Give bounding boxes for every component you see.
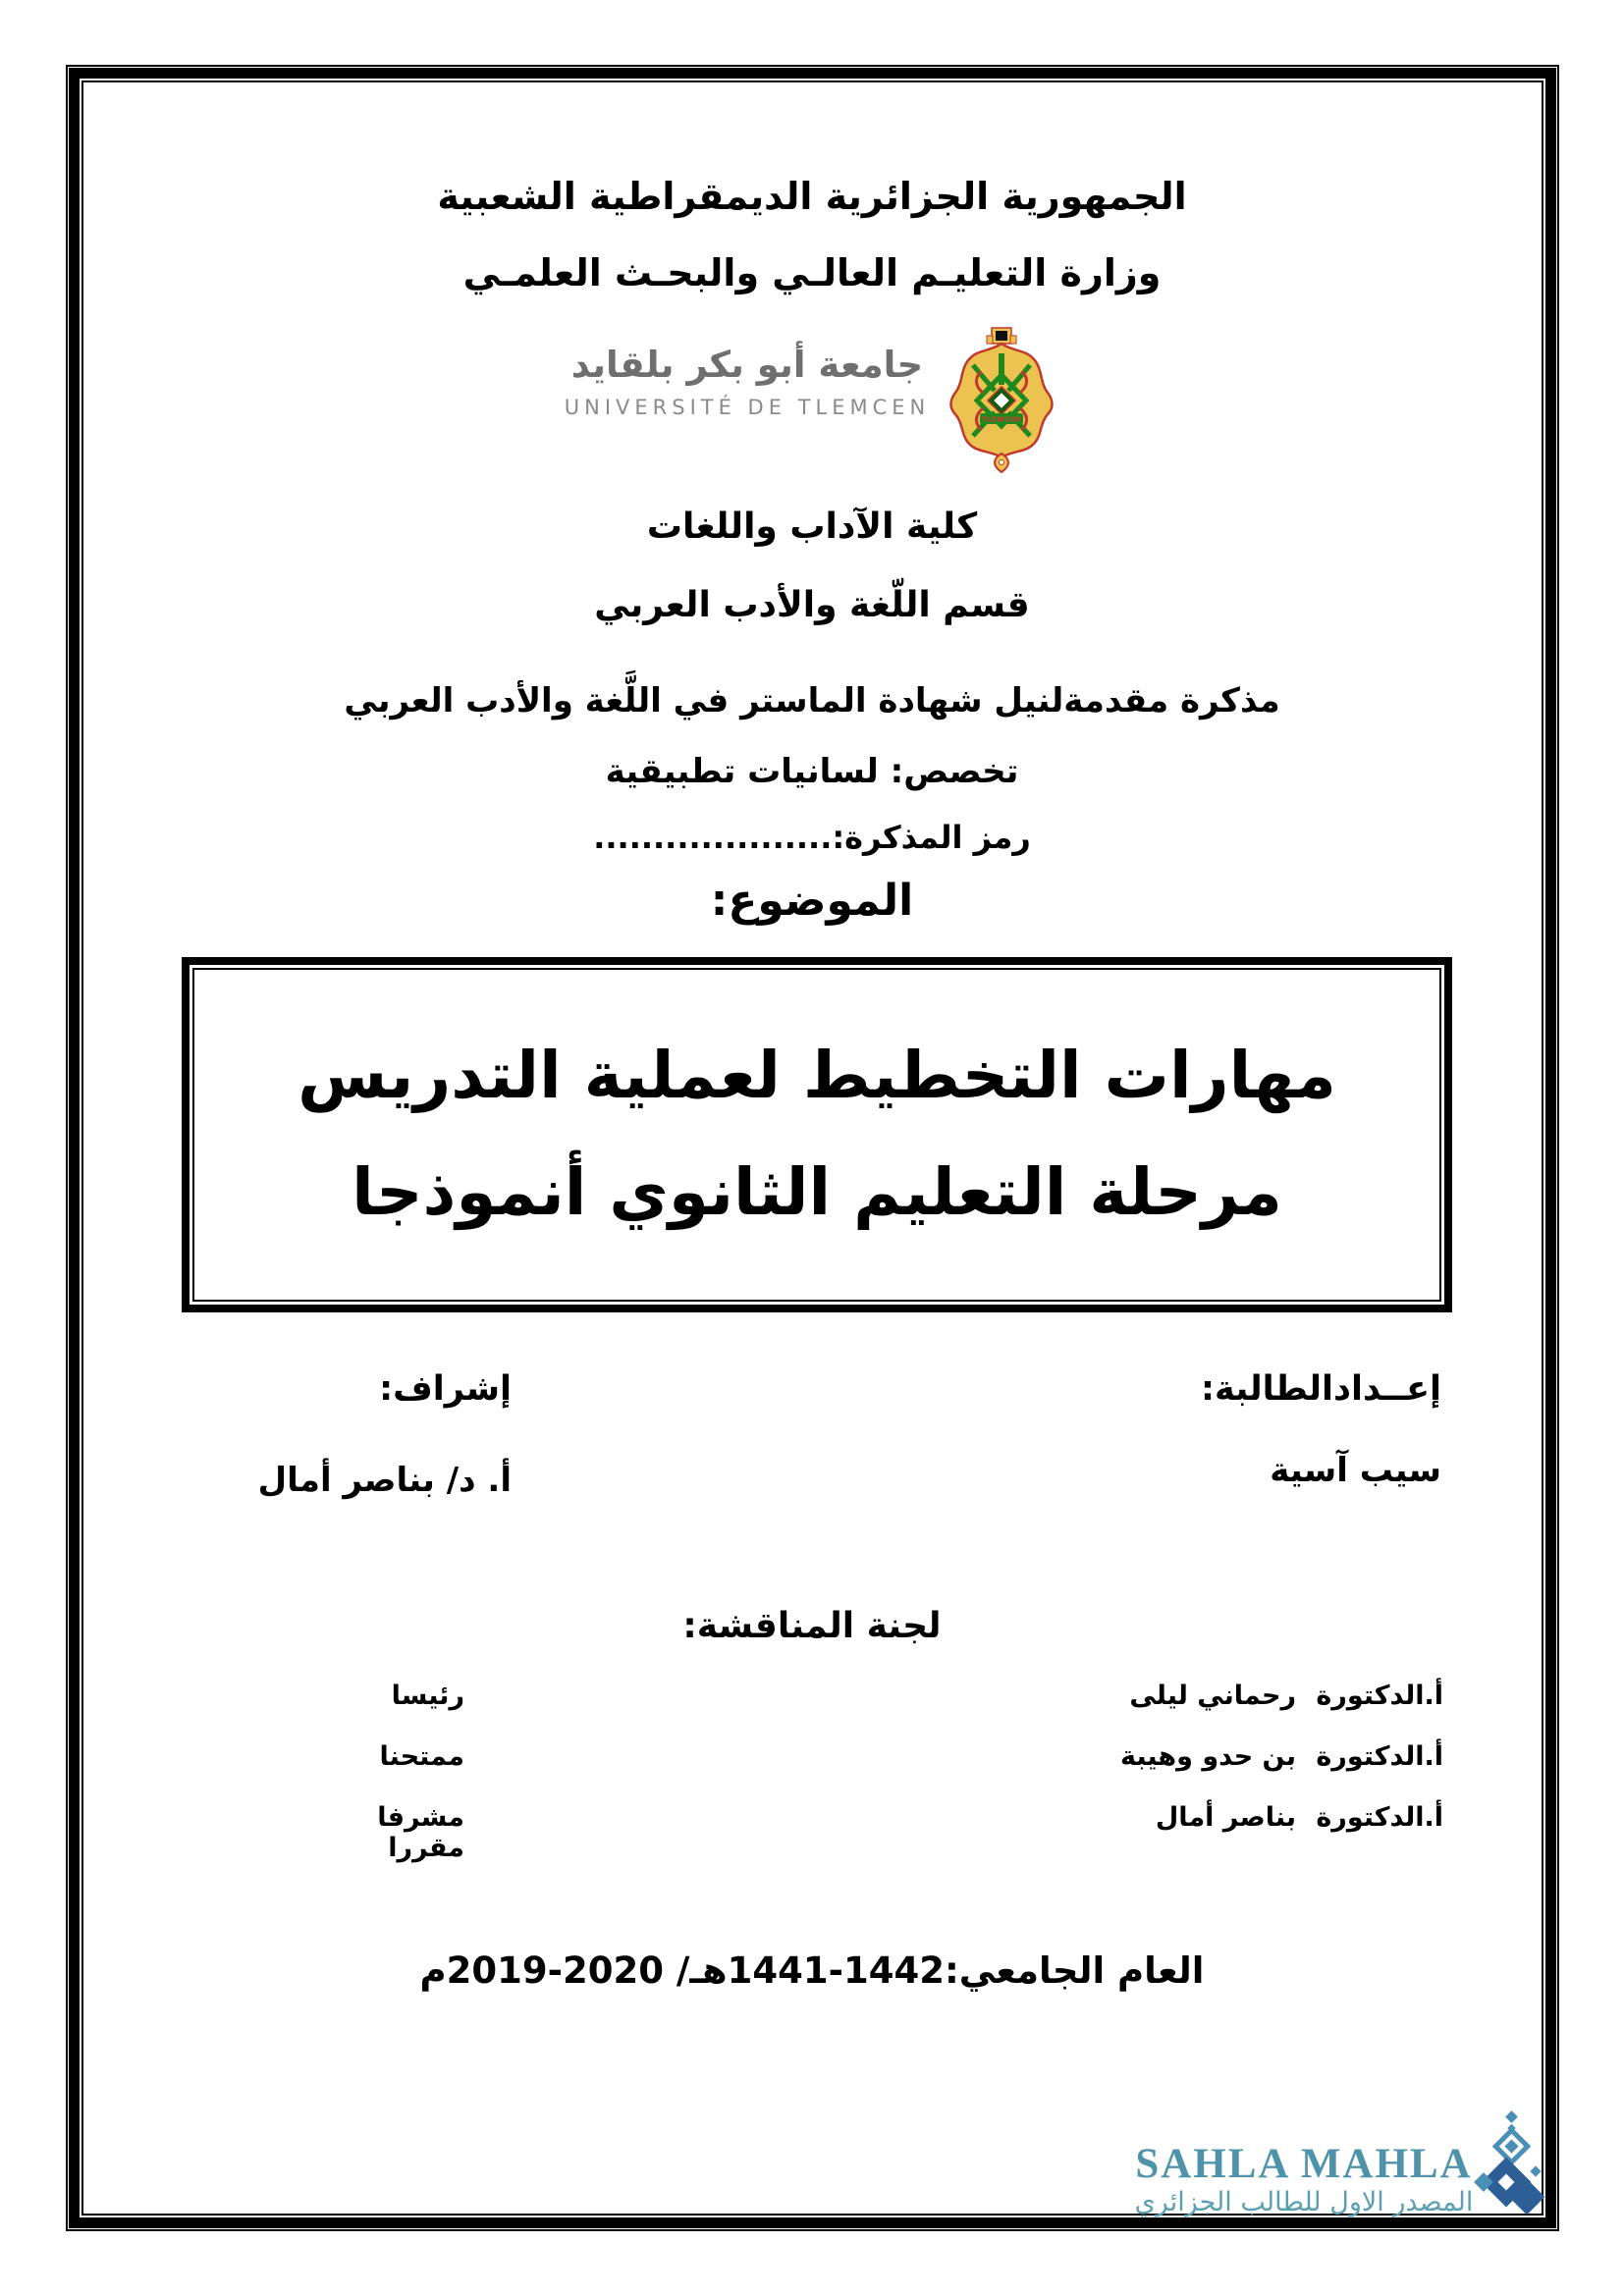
thesis-title-box [182,957,1452,1312]
supervisor-label: إشراف: [379,1369,512,1409]
committee-member-title: أ.الدكتورة [1316,1681,1443,1711]
ministry-title: وزارة التعليـم العالـي والبحـث العلمـي [462,251,1162,294]
seal-city-text: TLEMCEN [982,415,1022,424]
committee-row [302,1802,1443,1863]
university-names [565,326,930,419]
university-logo-block [0,326,1624,473]
committee-member-role: ممتحنا [379,1741,464,1772]
republic-title: الجمهورية الجزائرية الديمقراطية الشعبية [437,175,1187,218]
faculty-name: كلية الآداب واللغات [646,507,978,547]
watermark-tagline: المصدر الاول للطالب الجزائري [1134,2187,1474,2217]
committee-row [302,1681,1443,1711]
degree-line: مذكرة مقدمةلنيل شهادة الماستر في اللَّغة والأدب العربي [344,681,1280,721]
department-name: قسم اللّغة والأدب العربي [594,585,1030,625]
watermark-brand: SAHLA MAHLA [1135,2141,1473,2187]
student-label: إعــدادالطالبة: [1200,1369,1441,1409]
committee-member-name: رحماني ليلى [1129,1681,1296,1711]
supervisor-name: أ. د/ بناصر أمال [257,1461,512,1500]
university-seal-icon [944,326,1059,473]
committee-member-title: أ.الدكتورة [1316,1802,1443,1833]
committee-member-name: بناصر أمال [1155,1802,1296,1833]
thesis-code-line: رمز المذكرة:.................... [593,819,1031,856]
committee-member-role: رئيسا [391,1681,464,1711]
watermark-logo-icon [1473,2110,1551,2226]
academic-year: العام الجامعي:1442-1441هـ/ 2020-2019م [419,1949,1205,1992]
university-name-french: UNIVERSITÉ DE TLEMCEN [564,396,931,419]
committee-member-role: مشرفا مقررا [377,1802,464,1863]
specialty-line: تخصص: لسانيات تطبيقية [605,752,1019,791]
thesis-title-line1: مهارات التخطيط لعملية التدريس [298,1038,1336,1114]
committee-row [302,1741,1443,1772]
subject-label: الموضوع: [710,876,914,926]
university-name-arabic: جامعة أبو بكر بلقايد [570,344,924,386]
committee-member-title: أ.الدكتورة [1316,1741,1443,1772]
committee-heading: لجنة المناقشة: [682,1606,942,1646]
student-name: سيب آسية [1270,1451,1441,1490]
committee-member-name: بن حدو وهيبة [1120,1741,1296,1772]
thesis-title-box-inner [192,968,1441,1302]
thesis-title-line2: مرحلة التعليم الثانوي أنموذجا [352,1154,1282,1230]
